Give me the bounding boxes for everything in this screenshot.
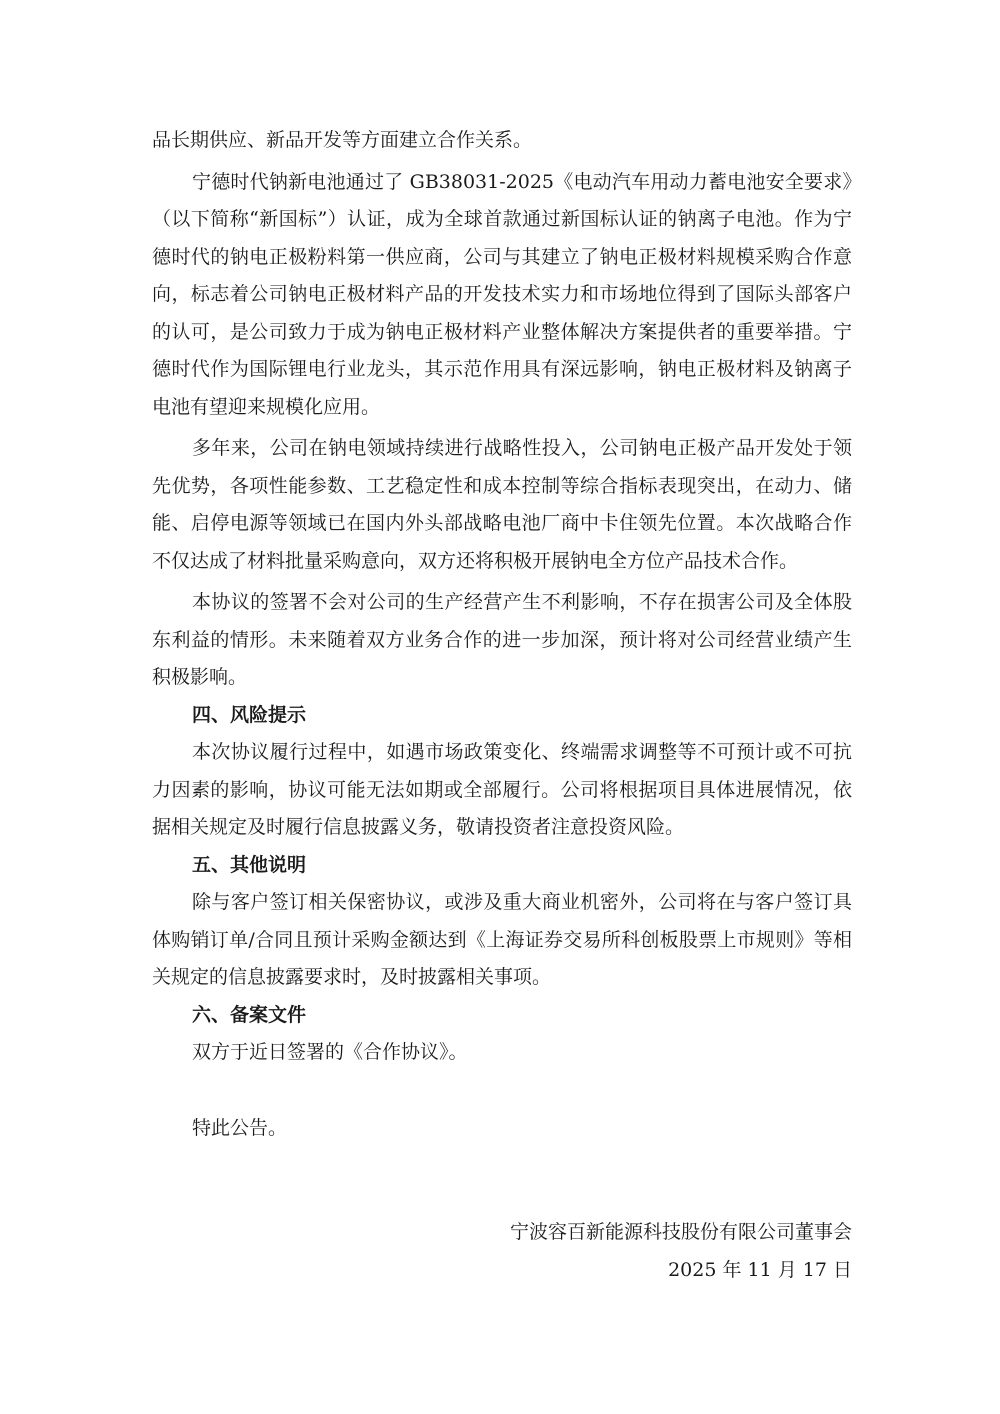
paragraph-strategic-investment: 多年来，公司在钠电领域持续进行战略性投入，公司钠电正极产品开发处于领先优势，各项性能参数、工艺稳定性和成本控制等综合指标表现突出，在动力、储能、启停电源等领域已在国内外头部战略电池厂商中卡住领先位置。本次战略合作不仅达成了材料批量采购意向，双方还将积极开展钠电全方位产品技术合作。 bbox=[152, 437, 852, 572]
section-heading-files: 六、备案文件 bbox=[192, 1003, 307, 1026]
paragraph-catl-certification: 宁德时代钠新电池通过了 GB38031-2025《电动汽车用动力蓄电池安全要求》（以下简称“新国标”）认证，成为全球首款通过新国标认证的钠离子电池。作为宁德时代的钠电正极粉料第一供应商，公司与其建立了钠电正极材料规模采购合作意向，标志着公司钠电正极材料产品的开发技术实力和市场地位得到了国际头部客户的认可，是公司致力于成为钠电正极材料产业整体解决方案提供者的重要举措。宁德时代作为国际锂电行业龙头，其示范作用具有深远影响，钠电正极材料及钠离子电池有望迎来规模化应用。 bbox=[152, 170, 852, 418]
section-body-files: 双方于近日签署的《合作协议》。 bbox=[192, 1041, 468, 1063]
signature-company: 宁波容百新能源科技股份有限公司董事会 bbox=[509, 1221, 852, 1243]
section-heading-risk: 四、风险提示 bbox=[192, 703, 307, 726]
section-body-other: 除与客户签订相关保密协议，或涉及重大商业机密外，公司将在与客户签订具体购销订单/合同且预计采购金额达到《上海证券交易所科创板股票上市规则》等相关规定的信息披露要求时，及时披露相关事项。 bbox=[152, 891, 852, 988]
document-body bbox=[152, 122, 852, 1147]
spacer bbox=[152, 1072, 852, 1110]
paragraph-cooperation-continued: 品长期供应、新品开发等方面建立合作关系。 bbox=[152, 129, 533, 151]
closing-statement: 特此公告。 bbox=[192, 1116, 288, 1139]
section-heading-other: 五、其他说明 bbox=[192, 853, 307, 876]
signature-date: 2025 年 11 月 17 日 bbox=[668, 1259, 852, 1281]
section-body-risk: 本次协议履行过程中，如遇市场政策变化、终端需求调整等不可预计或不可抗力因素的影响，协议可能无法如期或全部履行。公司将根据项目具体进展情况，依据相关规定及时履行信息披露义务，敬请投资者注意投资风险。 bbox=[152, 741, 852, 838]
paragraph-impact: 本协议的签署不会对公司的生产经营产生不利影响，不存在损害公司及全体股东利益的情形。未来随着双方业务合作的进一步加深，预计将对公司经营业绩产生积极影响。 bbox=[152, 591, 852, 688]
